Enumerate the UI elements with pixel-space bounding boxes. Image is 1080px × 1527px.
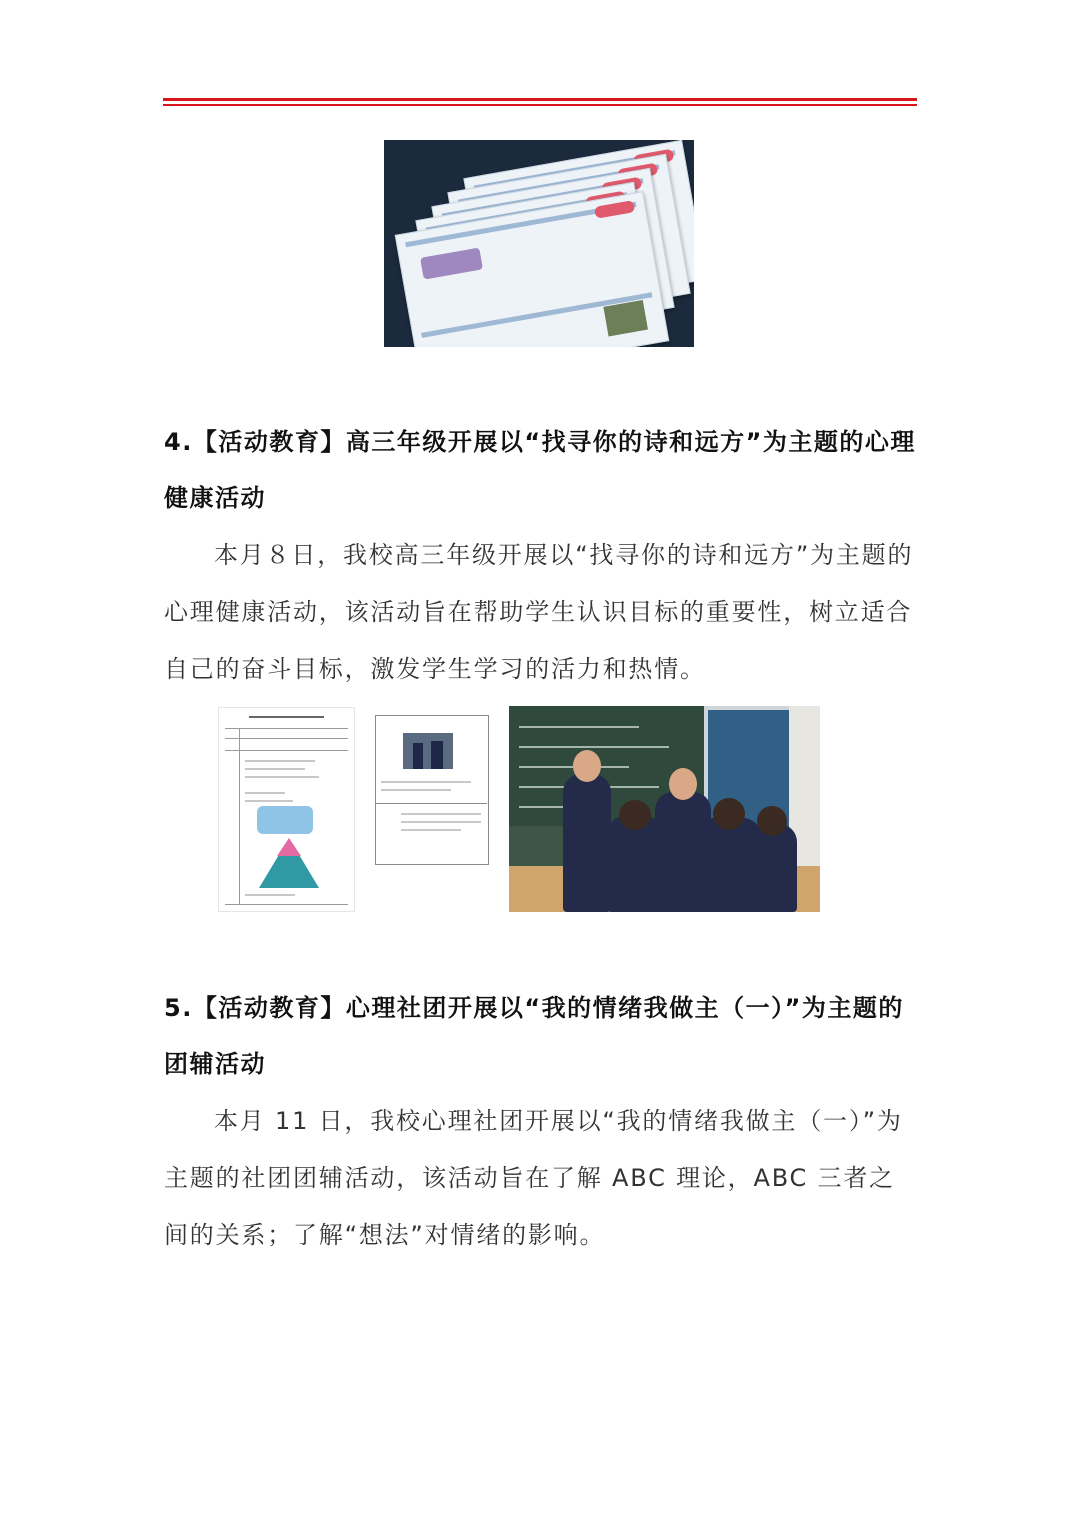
header-double-rule bbox=[163, 98, 917, 107]
section-5-heading: 5.【活动教育】心理社团开展以“我的情绪我做主（一）”为主题的团辅活动 bbox=[164, 994, 904, 1078]
section-4-heading: 4.【活动教育】高三年级开展以“找寻你的诗和远方”为主题的心理健康活动 bbox=[164, 428, 916, 512]
newsletter-photo bbox=[384, 140, 694, 347]
section-4-paragraph: 本月８日，我校高三年级开展以“找寻你的诗和远方”为主题的心理健康活动，该活动旨在帮助学生认识目标的重要性，树立适合自己的奋斗目标，激发学生学习的活力和热情。 bbox=[164, 541, 914, 683]
activity-record-scan bbox=[357, 707, 493, 912]
section-5-paragraph: 本月 11 日，我校心理社团开展以“我的情绪我做主（一）”为主题的社团团辅活动，该活动旨在了解 ABC 理论，ABC 三者之间的关系；了解“想法”对情绪的影响。 bbox=[164, 1107, 903, 1249]
activity-plan-scan bbox=[218, 707, 355, 912]
classroom-activity-photo bbox=[509, 706, 820, 912]
